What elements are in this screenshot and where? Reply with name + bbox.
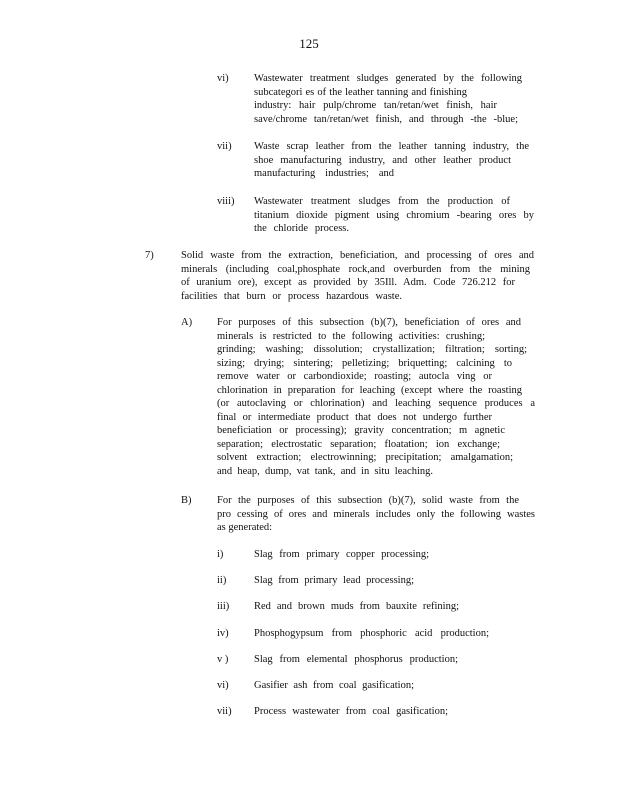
- item-marker: A): [181, 317, 193, 328]
- text-line: subcategori es of the leather tanning and finishing: [254, 86, 467, 98]
- text-line: Solid waste from the extraction, beneficiation, and processing of ores and: [181, 250, 534, 261]
- text-line: For purposes of this subsection (b)(7), beneficiation of ores and: [217, 317, 521, 328]
- text-line: the chloride process.: [254, 223, 349, 234]
- text-line: grinding; washing; dissolution; crystallization; filtration; sorting;: [217, 344, 527, 355]
- text-line: manufacturing industries; and: [254, 168, 394, 179]
- text-line: (or autoclaving or chlorination) and leaching sequence produces a: [217, 398, 535, 409]
- text-line: minerals is restricted to the following activities: crushing;: [217, 330, 485, 342]
- list-item: [217, 316, 535, 478]
- text-line: pro cessing of ores and minerals includes only the following wastes: [217, 508, 535, 520]
- list-item: [254, 627, 489, 641]
- text-line: final or intermediate product that does not undergo further: [217, 411, 492, 423]
- text-line: remove water or carbondioxide; roasting; autocla ving or: [217, 371, 492, 382]
- item-marker: vii): [217, 706, 232, 717]
- text-line: save/chrome tan/retan/wet finish, and through -the -blue;: [254, 113, 518, 125]
- list-item: [254, 140, 529, 181]
- text-line: as generated:: [217, 522, 273, 533]
- list-item: [217, 494, 535, 535]
- text-line: Slag from primary lead processing;: [254, 575, 414, 586]
- item-marker: i): [217, 549, 224, 560]
- text-line: solvent extraction; electrowinning; precipitation; amalgamation;: [217, 452, 513, 463]
- text-line: chlorination in preparation for leaching (except where the roasting: [217, 384, 522, 396]
- item-marker: vii): [217, 141, 232, 152]
- list-item: [254, 679, 414, 693]
- list-item: [254, 195, 534, 236]
- list-item: [254, 600, 459, 614]
- text-line: minerals (including coal,phosphate rock,and overburden from the mining: [181, 263, 530, 275]
- text-line: titanium dioxide pigment using chromium -bearing ores by: [254, 209, 534, 221]
- list-item: [254, 574, 414, 588]
- text-line: Waste scrap leather from the leather tanning industry, the: [254, 141, 529, 152]
- list-item: [254, 653, 458, 667]
- text-line: and heap, dump, vat tank, and in situ leaching.: [217, 465, 433, 477]
- text-line: Phosphogypsum from phosphoric acid production;: [254, 628, 489, 639]
- list-item: [254, 72, 522, 126]
- text-line: Gasifier ash from coal gasification;: [254, 680, 414, 691]
- item-marker: 7): [145, 250, 154, 261]
- item-marker: viii): [217, 196, 235, 207]
- text-line: facilities that burn or process hazardous waste.: [181, 290, 402, 302]
- list-item: [254, 705, 448, 719]
- text-line: Slag from primary copper processing;: [254, 549, 429, 560]
- text-line: shoe manufacturing industry, and other leather product: [254, 154, 511, 166]
- item-marker: v ): [217, 654, 229, 665]
- list-item: [254, 548, 429, 562]
- page-number: 125: [299, 36, 319, 51]
- text-line: beneficiation or processing); gravity concentration; m agnetic: [217, 425, 505, 436]
- text-line: Process wastewater from coal gasification;: [254, 706, 448, 717]
- text-line: Slag from elemental phosphorus production;: [254, 654, 458, 665]
- text-line: of uranium ore), except as provided by 35Ill. Adm. Code 726.212 for: [181, 277, 515, 288]
- text-line: sizing; drying; sintering; pelletizing; briquetting; calcining to: [217, 357, 512, 369]
- text-line: Red and brown muds from bauxite refining;: [254, 601, 459, 612]
- text-line: Wastewater treatment sludges generated by the following: [254, 73, 522, 84]
- text-line: industry: hair pulp/chrome tan/retan/wet finish, hair: [254, 100, 497, 111]
- item-marker: vi): [217, 73, 229, 84]
- item-marker: iii): [217, 601, 230, 612]
- item-marker: B): [181, 495, 192, 506]
- text-line: Wastewater treatment sludges from the production of: [254, 196, 510, 207]
- item-marker: iv): [217, 628, 229, 639]
- text-line: separation; electrostatic separation; floatation; ion exchange;: [217, 438, 500, 450]
- item-marker: vi): [217, 680, 229, 691]
- list-item: [181, 249, 534, 303]
- text-line: For the purposes of this subsection (b)(7), solid waste from the: [217, 495, 519, 506]
- item-marker: ii): [217, 575, 227, 586]
